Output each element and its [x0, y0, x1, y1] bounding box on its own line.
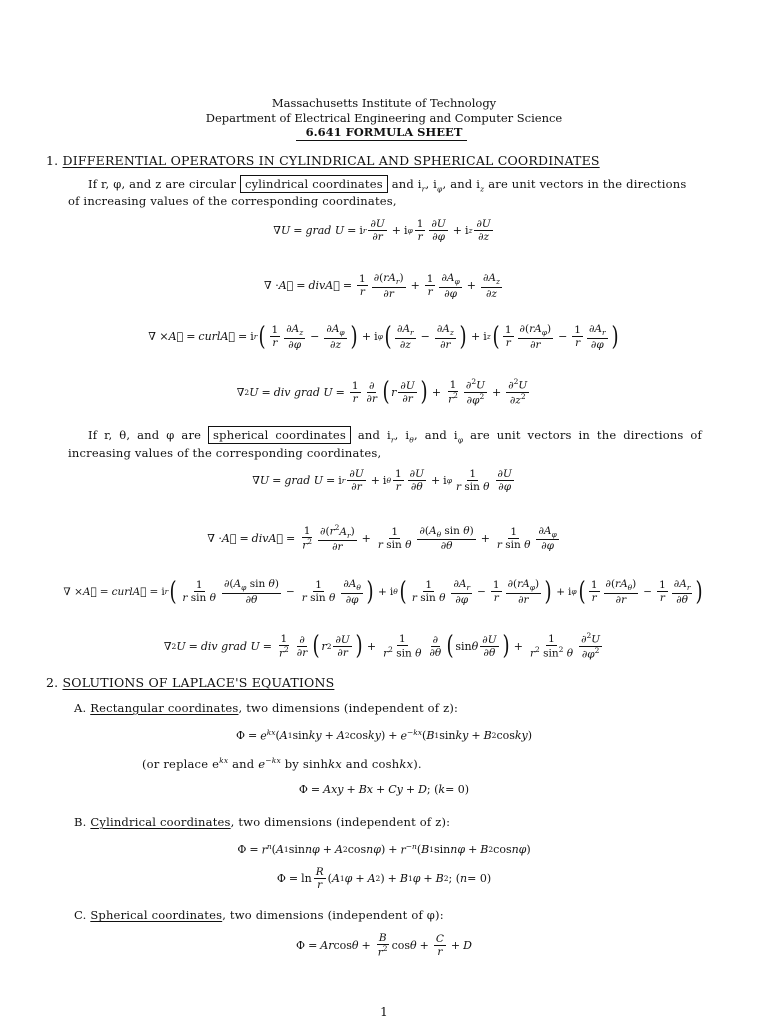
subsection-c-label: C.	[74, 908, 87, 922]
section-2-title: SOLUTIONS OF LAPLACE'S EQUATIONS	[62, 675, 335, 690]
subsection-a-label: A.	[74, 701, 87, 715]
subsection-a-title: Rectangular coordinates	[90, 701, 239, 715]
subsection-c-rest: , two dimensions (independent of φ):	[222, 908, 444, 922]
cylindrical-coordinates-box: cylindrical coordinates	[240, 175, 388, 193]
cylindrical-intro-text-a: If r, φ, and z are circular	[88, 177, 237, 191]
institution-name: Massachusetts Institute of Technology	[271, 96, 497, 110]
subsection-b-title: Cylindrical coordinates	[90, 815, 231, 829]
section-2-number: 2.	[46, 675, 59, 690]
spherical-solution-equation: Φ = Ar cos θ + $\frac{B}{r^2}$ cos θ + $\frac{C}{r}$ + D	[296, 932, 472, 959]
subsection-c-title: Spherical coordinates	[90, 908, 223, 922]
rectangular-replace-note: (or replace $e^{kx}$ and $e^{-kx}$ by sinhkx and coshkx).	[142, 756, 422, 771]
spherical-laplacian-equation: ∇ 2 U = div grad U = $\frac{1}{r^2}$ $\frac{\partial}{\partial r}$ ( r 2 $\frac{\partial U}{\partial r}$ ) + $\frac{1}{r^2 \sin \theta}$ $\frac{\partial}{\partial\theta}$ ( sin θ $\frac{\partial U}{\partial\theta}$ ) + $\frac{1}{r^2 \sin^2 \theta}$ $\frac{\partial^2U}{\partial\varphi^2}$	[163, 631, 601, 662]
subsection-b-heading	[74, 815, 450, 829]
section-1-heading	[46, 153, 600, 168]
subsection-c-heading	[74, 908, 444, 922]
spherical-intro-text-b: and i	[357, 428, 391, 442]
subsection-a-heading	[74, 701, 458, 715]
cylindrical-zero-n-equation: Φ = ln $\frac{R}{r}$ ( A 1 φ + A 2 ) + B 1 φ + B 2 ; ( n = 0)	[276, 866, 492, 892]
subsection-b-rest: , two dimensions (independent of z):	[230, 815, 451, 829]
cylindrical-divergence-equation: ∇ · A⃗ = divA⃗ = $\frac{1}{r}$ $\frac{\partial(rA_r)}{\partial r}$ + $\frac{1}{r}$ $\frac{\partial A_\varphi}{\partial\varphi}$ + $\frac{\partial A_z}{\partial z}$	[264, 272, 500, 300]
cylindrical-solution-equation: Φ = $r^n$ ( A 1 sin nφ + A 2 cos nφ ) + $r^{-n}$ ( B 1 sin nφ + B 2 cos nφ )	[237, 842, 531, 857]
title-underline	[296, 140, 467, 141]
spherical-intro-text-c: are unit vectors in the directions of	[470, 428, 702, 442]
subsection-b-label: B.	[74, 815, 87, 829]
section-2-heading	[46, 675, 334, 690]
spherical-intro-line1: If r, θ, and φ are spherical coordinates and $i_r$, $i_\theta$, and $i_\varphi$ are unit vectors in the directions of	[88, 428, 702, 445]
rectangular-solution-equation: Φ = $e^{kx}$ ( A 1 sin ky + A 2 cos ky ) + $e^{-kx}$ ( B 1 sin ky + B 2 cos ky )	[235, 728, 533, 743]
cylindrical-curl-equation: ∇ × A⃗ = curlA⃗ = i r ( $\frac{1}{r}$ $\frac{\partial A_z}{\partial\varphi}$ − $\frac{\partial A_\varphi}{\partial z}$ ) + i φ ( $\frac{\partial A_r}{\partial z}$ − $\frac{\partial A_z}{\partial r}$ ) + i z ( $\frac{1}{r}$ $\frac{\partial(rA_\varphi)}{\partial r}$ − $\frac{1}{r}$ $\frac{\partial A_r}{\partial\varphi}$ )	[148, 321, 619, 352]
subsection-a-rest: , two dimensions (independent of z):	[238, 701, 459, 715]
cylindrical-gradient-equation: ∇ U = grad U = i r $\frac{\partial U}{\partial r}$ + i φ $\frac{1}{r}$ $\frac{\partial U}{\partial\varphi}$ + i z $\frac{\partial U}{\partial z}$	[273, 218, 491, 244]
spherical-divergence-equation: ∇ · A⃗ = divA⃗ = $\frac{1}{r^2}$ $\frac{\partial(r^2A_r)}{\partial r}$ + $\frac{1}{\text{r sin θ}}$ $\frac{\partial(A_\theta \sin \theta)}{\partial\theta}$ + $\frac{1}{\text{r sin θ}}$ $\frac{\partial A_\varphi}{\partial\varphi}$	[207, 523, 557, 554]
cylindrical-intro-line2: of increasing values of the corresponding coordinates,	[68, 194, 397, 208]
rectangular-note-text: (or replace e	[142, 756, 220, 771]
spherical-coordinates-box: spherical coordinates	[208, 426, 351, 444]
cylindrical-intro-text-b: and i	[391, 177, 422, 191]
sheet-title: 6.641 FORMULA SHEET	[305, 125, 463, 139]
department-name: Department of Electrical Engineering and Computer Science	[205, 111, 563, 125]
spherical-intro-text-a: If r, θ, and φ are	[88, 428, 202, 442]
spherical-gradient-equation: ∇ U = grad U = i r $\frac{\partial U}{\partial r}$ + i θ $\frac{1}{r}$ $\frac{\partial U}{\partial\theta}$ + i φ $\frac{1}{\text{r sin θ}}$ $\frac{\partial U}{\partial\varphi}$	[252, 468, 512, 494]
cylindrical-intro-line1: If r, φ, and z are circular cylindrical coordinates and $i_r$, $i_\varphi$, and $i_z$ are unit vectors in the directions	[88, 177, 687, 194]
cylindrical-intro-text-c: are unit vectors in the directions	[488, 177, 687, 191]
spherical-intro-line2: increasing values of the corresponding coordinates,	[68, 446, 382, 460]
page-number: 1	[380, 1005, 388, 1019]
section-1-title: DIFFERENTIAL OPERATORS IN CYLINDRICAL AND SPHERICAL COORDINATES	[62, 153, 600, 168]
rectangular-zero-k-equation: Φ = Axy + Bx + Cy + D ; ( k = 0)	[298, 783, 470, 796]
cylindrical-laplacian-equation: ∇ 2 U = div grad U = $\frac{1}{r}$ $\frac{\partial}{\partial r}$ ( r $\frac{\partial U}{\partial r}$ ) + $\frac{1}{r^2}$ $\frac{\partial^2U}{\partial\varphi^2}$ + $\frac{\partial^2U}{\partial z^2}$	[236, 377, 528, 408]
spherical-curl-equation: ∇ × A⃗ = curlA⃗ = i r ( $\frac{1}{\text{r sin θ}}$ $\frac{\partial(A_\varphi \sin \theta)}{\partial\theta}$ − $\frac{1}{\text{r sin θ}}$ $\frac{\partial A_\theta}{\partial\varphi}$ ) + i θ ( $\frac{1}{\text{r sin θ}}$ $\frac{\partial A_r}{\partial\varphi}$ − $\frac{1}{r}$ $\frac{\partial(rA_\varphi)}{\partial r}$ ) + i φ ( $\frac{1}{r}$ $\frac{\partial(rA_\theta)}{\partial r}$ − $\frac{1}{r}$ $\frac{\partial A_r}{\partial\theta}$ )	[63, 576, 704, 607]
section-1-number: 1.	[46, 153, 59, 168]
